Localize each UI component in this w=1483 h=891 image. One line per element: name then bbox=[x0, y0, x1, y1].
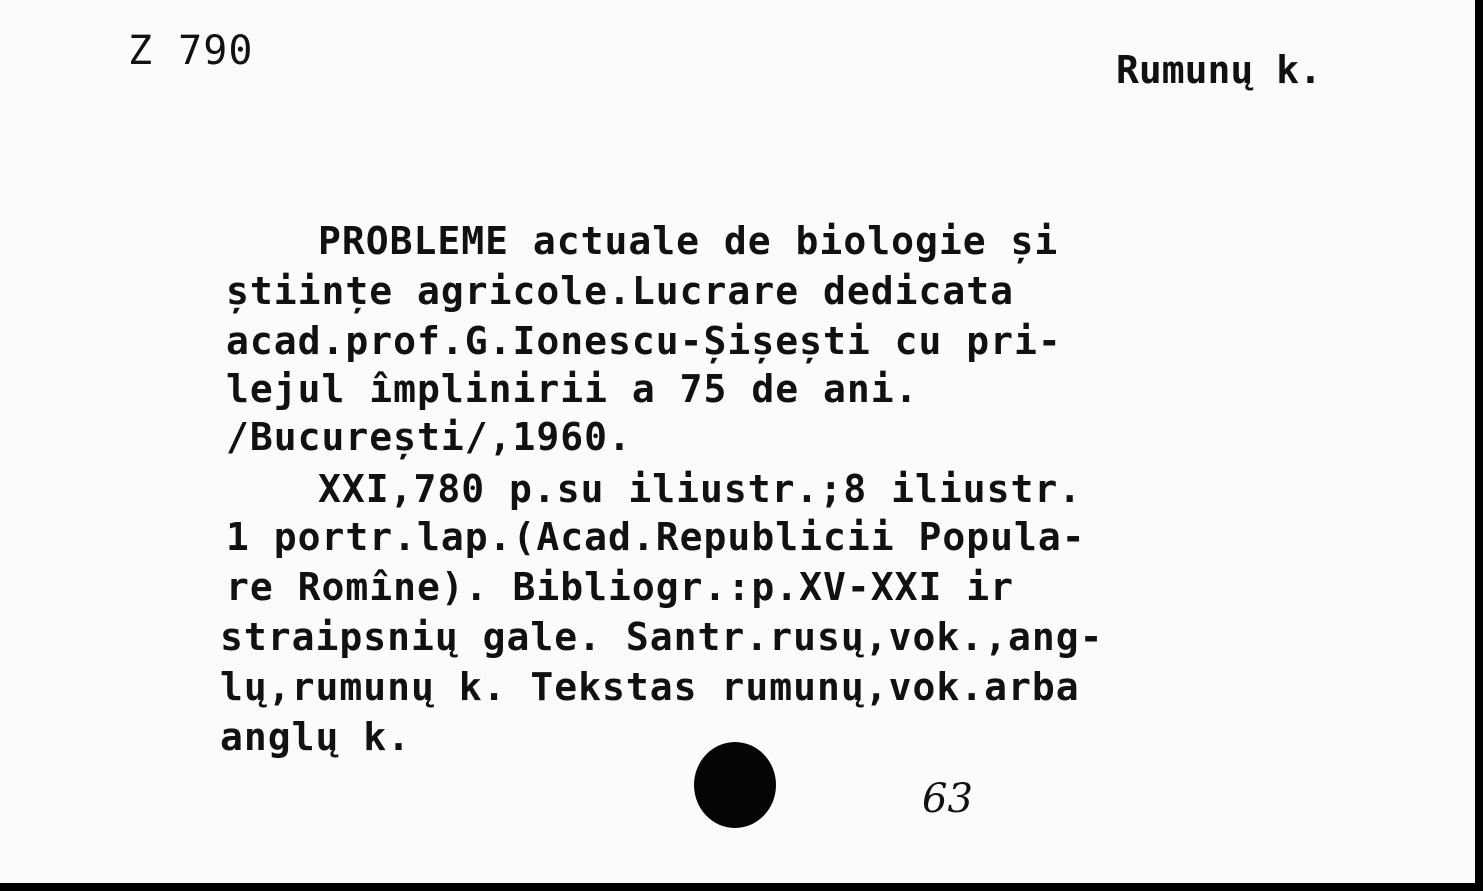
body-line-11: anglų k. bbox=[220, 715, 412, 759]
body-line-6: XXI,780 p.su iliustr.;8 iliustr. bbox=[318, 467, 1083, 511]
language-note: Rumunų k. bbox=[1116, 48, 1322, 92]
body-line-1: PROBLEME actuale de biologie și bbox=[318, 219, 1059, 263]
body-line-8: re Romîne). Bibliogr.:p.XV-XXI ir bbox=[226, 565, 1014, 609]
body-line-7: 1 portr.lap.(Acad.Republicii Popula- bbox=[226, 515, 1086, 559]
handwritten-number: 63 bbox=[922, 776, 973, 822]
body-line-9: straipsnių gale. Santr.rusų,vok.,ang- bbox=[220, 615, 1104, 659]
punch-hole bbox=[694, 742, 776, 828]
body-line-2: științe agricole.Lucrare dedicata bbox=[226, 269, 1014, 313]
call-number: Z 790 bbox=[128, 28, 254, 74]
body-line-5: /București/,1960. bbox=[226, 415, 632, 459]
body-line-3: acad.prof.G.Ionescu-Șișești cu pri- bbox=[226, 319, 1062, 363]
body-line-10: lų,rumunų k. Tekstas rumunų,vok.arba bbox=[220, 665, 1080, 709]
body-line-4: lejul împlinirii a 75 de ani. bbox=[226, 367, 919, 411]
